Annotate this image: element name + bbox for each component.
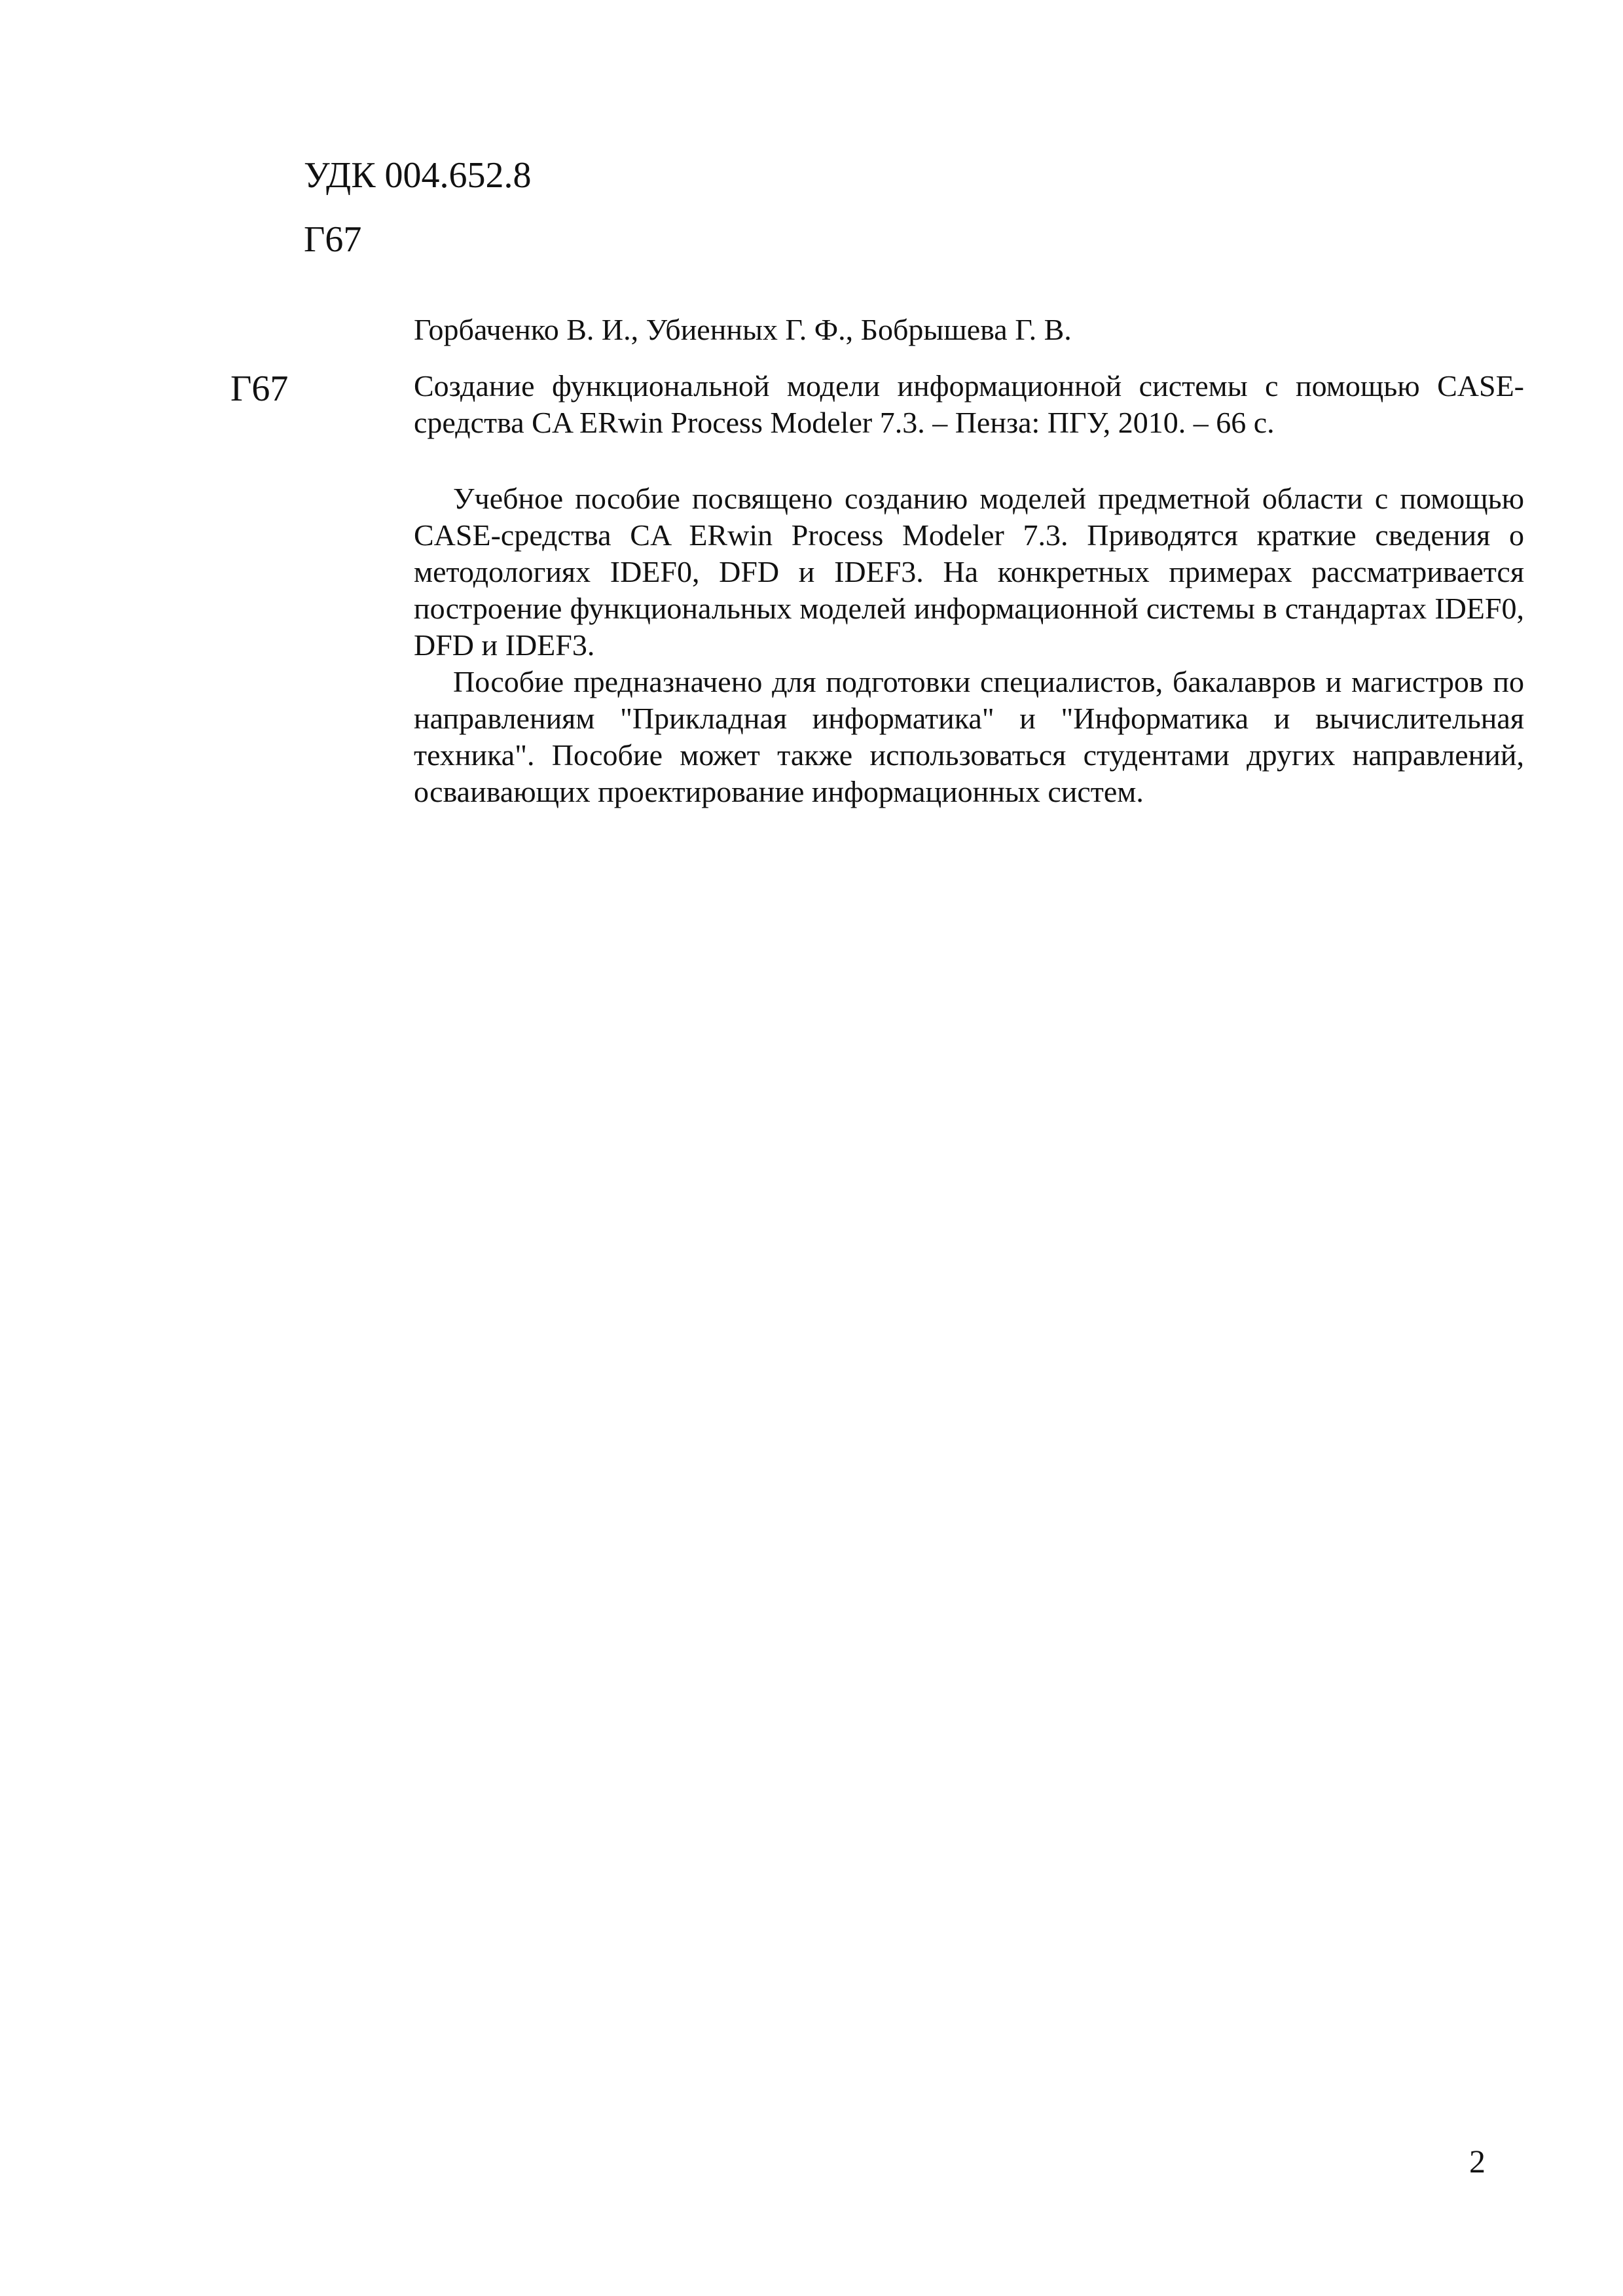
annotation (414, 480, 1524, 810)
annotation-paragraph: Пособие предназначено для подготовки специалистов, бакалавров и магистров по направлениям "Прикладная информатика" и "Информатика и вычислительная техника". Пособие может также использоваться студентами других направлений, осваивающих проектирование информационных систем. (414, 665, 1524, 808)
bibliographic-title: Создание функциональной модели информационной системы с помощью CASE-средства CA ERwin Process Modeler 7.3. – Пенза: ПГУ, 2010. – 66 с. (414, 369, 1524, 439)
page-number: 2 (1469, 2143, 1486, 2179)
side-library-code: Г67 (230, 368, 289, 409)
authors-line: Горбаченко В. И., Убиенных Г. Ф., Бобрышева Г. В. (414, 313, 1072, 346)
annotation-paragraph: Учебное пособие посвящено созданию моделей предметной области с помощью CASE-средства CA ERwin Process Modeler 7.3. Приводятся краткие сведения о методологиях IDEF0, DFD и IDEF3. На конкретных примерах рассматривается построение функциональных моделей информационной системы в стандартах IDEF0, DFD и IDEF3. (414, 482, 1524, 662)
library-code: Г67 (304, 219, 362, 260)
udk-code: УДК 004.652.8 (304, 155, 532, 196)
